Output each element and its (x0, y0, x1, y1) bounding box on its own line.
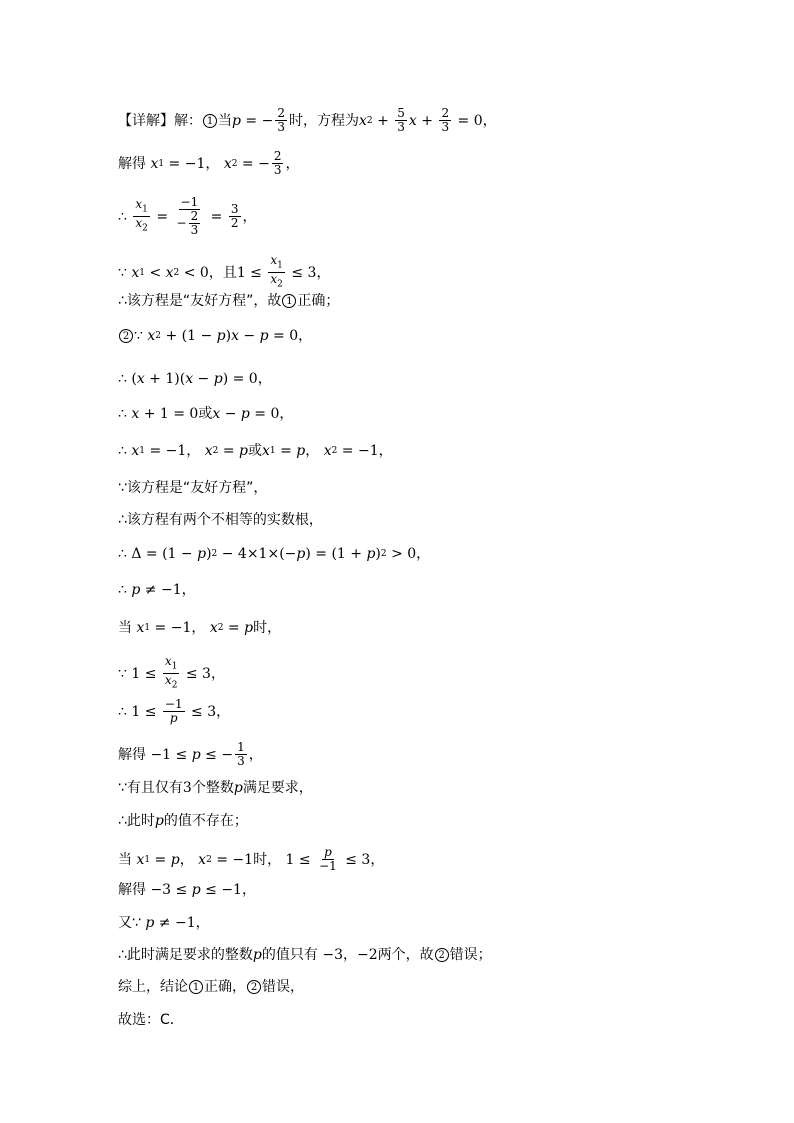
line-25: 故选：C． (118, 1012, 184, 1028)
line-5: ∴该方程是“友好方程”，故 1 正确； (118, 293, 340, 309)
line-9: ∴ x 1 = −1 ， x 2 = p 或 x 1 = p ， x 2 = −1 ， (118, 443, 393, 459)
line-8: ∴ x + 1 = 0 或 x − p = 0 ， (118, 406, 294, 422)
line-3: ∴ $\frac{x_1}{x_2}$ = −1 − $\frac{2}{3}$ = $\frac{3}{2}$ ， (118, 195, 257, 237)
line-14: 当 x 1 = −1 ， x 2 = p 时， (118, 620, 282, 636)
line-15: ∵ 1 ≤ $\frac{x_1}{x_2}$ ≤ 3 ， (118, 654, 225, 691)
line-11: ∴该方程有两个不相等的实数根， (118, 512, 323, 528)
line-21: 解得 −3 ≤ p ≤ −1 ， (118, 882, 256, 898)
line-22: 又∵ p ≠ −1 ， (118, 915, 210, 931)
line-7: ∴ ( x + 1)( x − p ) = 0 ， (118, 371, 272, 387)
line-1: 【详解】解： 1 当 p = − $\frac{2}{3}$ 时，方程为 x 2 + $\frac{5}{3}$ x + $\frac{2}{3}$ = 0 ， (118, 106, 497, 134)
line-6: 2 ∵ x 2 + (1 − p ) x − p = 0 ， (118, 326, 312, 346)
line-20: 当 x 1 = p ， x 2 = −1 时， 1 ≤ $\frac{p}{-1}$ ≤ 3 ， (118, 845, 385, 873)
line-19: ∴此时 p 的值不存在； (118, 813, 248, 829)
line-24: 综上，结论 1 正确， 2 错误， (118, 979, 304, 995)
line-23: ∴此时满足要求的整数 p 的值只有 −3 ， −2 两个，故 2 错误； (118, 947, 492, 963)
line-16: ∴ 1 ≤ $\frac{-1}{p}$ ≤ 3 ， (118, 697, 231, 725)
line-17: 解得 −1 ≤ p ≤ − $\frac{1}{3}$ ， (118, 740, 263, 768)
line-13: ∴ p ≠ −1 ， (118, 582, 196, 598)
line-12: ∴ Δ = (1 − p ) 2 − 4×1×(− p ) = (1 + p ) 2 > 0 ， (118, 546, 431, 562)
line-10: ∵该方程是“友好方程”， (118, 480, 268, 496)
line-2: 解得 x 1 = −1 ， x 2 = − $\frac{2}{3}$ ， (118, 149, 300, 177)
line-4: ∵ x 1 < x 2 < 0 ，且 1 ≤ $\frac{x_1}{x_2}$ ≤ 3 ， (118, 253, 331, 290)
line-18: ∵有且仅有 3 个整数 p 满足要求， (118, 780, 313, 796)
